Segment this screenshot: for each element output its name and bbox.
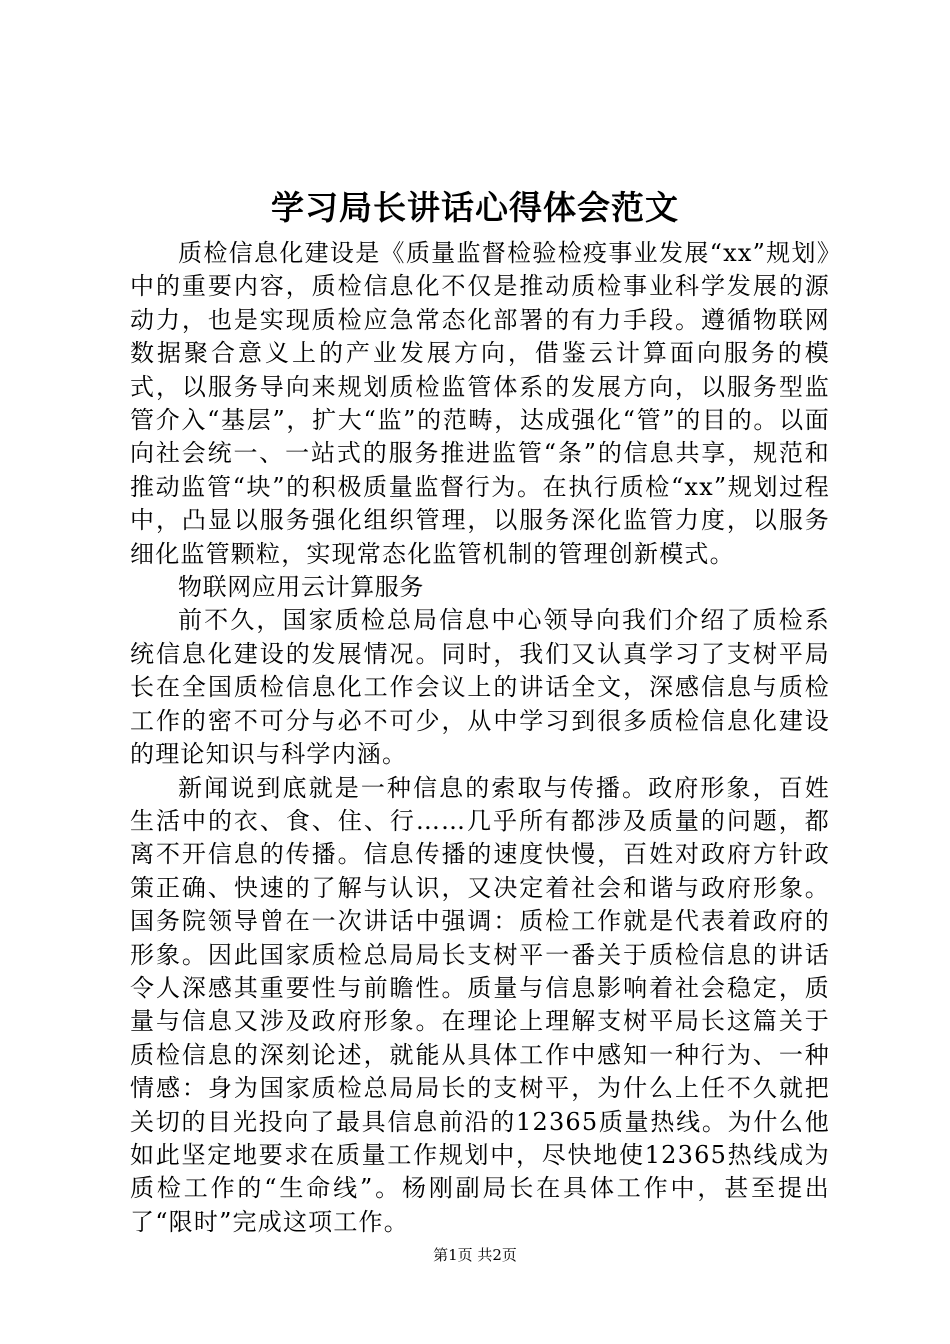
page-number-footer: 第1页 共2页 — [433, 1246, 517, 1264]
document-title: 学习局长讲话心得体会范文 — [271, 188, 679, 227]
body-paragraph-2: 前不久，国家质检总局信息中心领导向我们介绍了质检系统信息化建设的发展情况。同时，我们又认真学习了支树平局长在全国质检信息化工作会议上的讲话全文，深感信息与质检工作的密不可分与必不可少，从中学习到很多质检信息化建设的理论知识与科学内涵。 — [130, 606, 830, 769]
document-body — [130, 237, 830, 1239]
body-paragraph-1: 质检信息化建设是《质量监督检验检疫事业发展“xx”规划》中的重要内容，质检信息化不仅是推动质检事业科学发展的源动力，也是实现质检应急常态化部署的有力手段。遵循物联网数据聚合意义上的产业发展方向，借鉴云计算面向服务的模式，以服务导向来规划质检监管体系的发展方向，以服务型监管介入“基层”，扩大“监”的范畴，达成强化“管”的目的。以面向社会统一、一站式的服务推进监管“条”的信息共享，规范和推动监管“块”的积极质量监督行为。在执行质检“xx”规划过程中，凸显以服务强化组织管理，以服务深化监管力度，以服务细化监管颗粒，实现常态化监管机制的管理创新模式。 — [130, 239, 830, 568]
section-heading: 物联网应用云计算服务 — [178, 573, 424, 602]
body-paragraph-3: 新闻说到底就是一种信息的索取与传播。政府形象，百姓生活中的衣、食、住、行……几乎所有都涉及质量的问题，都离不开信息的传播。信息传播的速度快慢，百姓对政府方针政策正确、快速的了解与认识，又决定着社会和谐与政府形象。国务院领导曾在一次讲话中强调：质检工作就是代表着政府的形象。因此国家质检总局局长支树平一番关于质检信息的讲话令人深感其重要性与前瞻性。质量与信息影响着社会稳定，质量与信息又涉及政府形象。在理论上理解支树平局长这篇关于质检信息的深刻论述，就能从具体工作中感知一种行为、一种情感：身为国家质检总局局长的支树平，为什么上任不久就把关切的目光投向了最具信息前沿的12365质量热线。为什么他如此坚定地要求在质量工作规划中，尽快地使12365热线成为质检工作的“生命线”。杨刚副局长在具体工作中，甚至提出了“限时”完成这项工作。 — [130, 773, 830, 1236]
